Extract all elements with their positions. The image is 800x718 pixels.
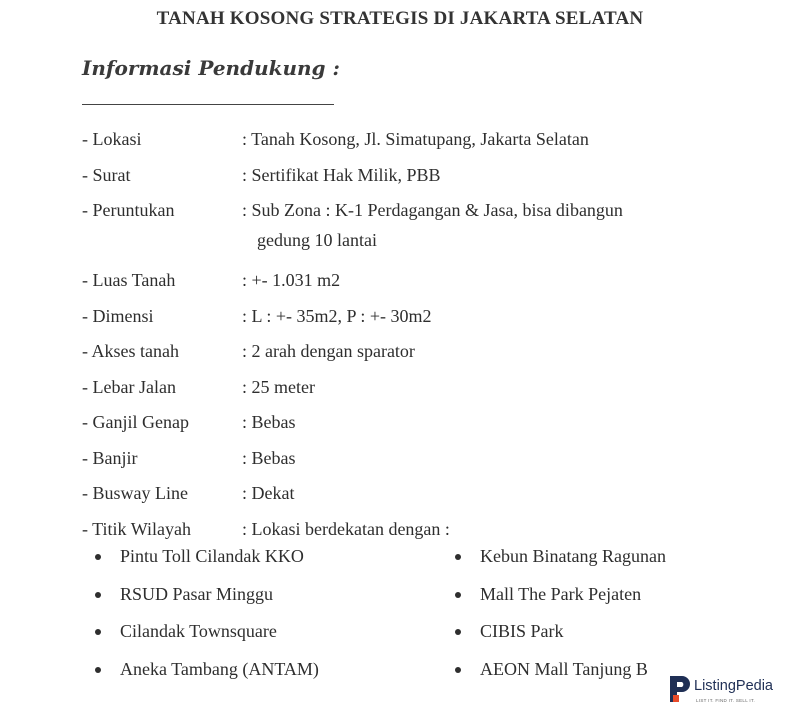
detail-row-lebar-jalan (82, 372, 782, 408)
detail-label: - Busway Line (82, 483, 188, 503)
detail-label: - Ganjil Genap (82, 412, 189, 432)
detail-value: : +- 1.031 m2 (242, 270, 341, 290)
detail-row-ganjil-genap (82, 407, 782, 443)
nearby-item: CIBIS Park (452, 616, 666, 654)
detail-label: - Lebar Jalan (82, 376, 176, 397)
section-subtitle: Informasi Pendukung : (82, 56, 340, 80)
bullet-icon (455, 667, 461, 673)
detail-value: : Bebas (242, 447, 296, 468)
detail-label: - Banjir (82, 447, 138, 468)
detail-value: : Dekat (242, 483, 295, 503)
document-title: TANAH KOSONG STRATEGIS DI JAKARTA SELATAN (156, 8, 644, 29)
nearby-column-right (452, 541, 666, 691)
underline-divider (82, 104, 334, 105)
detail-label: - Peruntukan (82, 200, 175, 220)
detail-row-banjir (82, 443, 782, 479)
bullet-icon (455, 554, 461, 560)
nearby-item: AEON Mall Tanjung B (452, 654, 666, 692)
nearby-item: Aneka Tambang (ANTAM) (92, 654, 319, 692)
detail-row-surat (82, 160, 782, 196)
nearby-item: Kebun Binatang Ragunan (452, 541, 666, 579)
detail-value: : Lokasi berdekatan dengan : (242, 518, 450, 539)
detail-row-lokasi (82, 124, 782, 160)
detail-value: : Sub Zona : K-1 Perdagangan & Jasa, bisa dibangun (242, 200, 623, 220)
listingpedia-logo-icon (667, 673, 693, 705)
detail-row-busway-line (82, 478, 782, 514)
detail-row-dimensi (82, 301, 782, 337)
nearby-item: Pintu Toll Cilandak KKO (92, 541, 319, 579)
detail-row-peruntukan (82, 195, 782, 265)
nearby-item: Cilandak Townsquare (92, 616, 319, 654)
detail-label: - Lokasi (82, 129, 142, 149)
listingpedia-watermark (664, 667, 800, 712)
bullet-icon (455, 592, 461, 598)
detail-value-wrap (242, 195, 742, 255)
detail-row-luas-tanah (82, 265, 782, 301)
detail-label: - Luas Tanah (82, 270, 176, 290)
detail-label: - Dimensi (82, 305, 154, 326)
bullet-icon (95, 629, 101, 635)
detail-value: : Tanah Kosong, Jl. Simatupang, Jakarta Selatan (242, 129, 589, 149)
nearby-item: RSUD Pasar Minggu (92, 579, 319, 617)
detail-value: : 25 meter (242, 376, 315, 397)
detail-value: : L : +- 35m2, P : +- 30m2 (242, 305, 432, 326)
watermark-tagline: LIST IT. FIND IT. SELL IT. (696, 698, 756, 703)
watermark-brand-name: ListingPedia (694, 678, 773, 694)
bullet-icon (95, 667, 101, 673)
detail-label: - Surat (82, 164, 131, 185)
nearby-column-left (92, 541, 319, 691)
detail-value: : 2 arah dengan sparator (242, 341, 415, 361)
detail-value: : Sertifikat Hak Milik, PBB (242, 164, 441, 185)
details-list (82, 124, 782, 549)
detail-row-akses-tanah (82, 336, 782, 372)
detail-value-continuation: gedung 10 lantai (257, 230, 377, 250)
bullet-icon (455, 629, 461, 635)
detail-label: - Akses tanah (82, 341, 179, 361)
nearby-item: Mall The Park Pejaten (452, 579, 666, 617)
detail-value: : Bebas (242, 412, 296, 432)
detail-label: - Titik Wilayah (82, 518, 191, 539)
bullet-icon (95, 592, 101, 598)
bullet-icon (95, 554, 101, 560)
